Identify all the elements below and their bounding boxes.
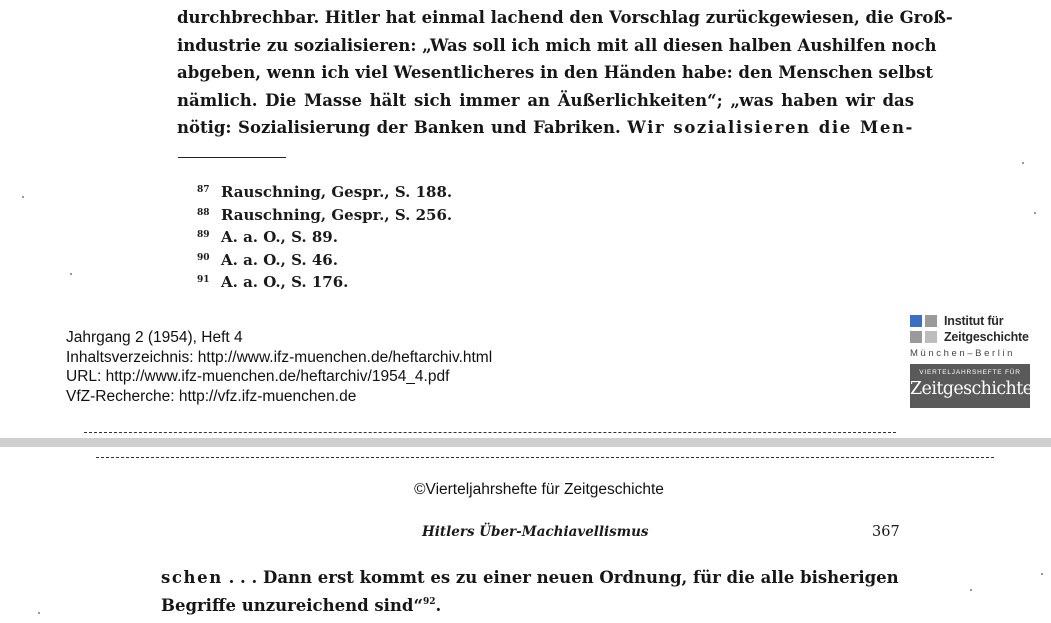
logo-series-box [910, 364, 1030, 408]
footnote-number: 91 [197, 275, 221, 285]
footnote-separator [178, 157, 286, 158]
pdf-url-link[interactable]: URL: http://www.ifz-muenchen.de/heftarchiv/1954_4.pdf [66, 367, 492, 387]
footnote [197, 273, 452, 296]
logo-square-icon [925, 315, 937, 327]
scan-speck [1041, 573, 1043, 575]
footnotes [197, 183, 452, 296]
page-edge-line [96, 457, 994, 458]
logo-series-title: Zeitgeschichte [910, 379, 1030, 399]
scan-speck [22, 196, 24, 198]
footnote-text: Rauschning, Gespr., S. 188. [221, 183, 452, 201]
scan-speck [70, 273, 72, 275]
copyright-notice: ©Vierteljahrshefte für Zeitgeschichte [0, 481, 1051, 499]
footnote-text: A. a. O., S. 89. [221, 228, 338, 246]
footnote-text: Rauschning, Gespr., S. 256. [221, 206, 452, 224]
footnote-text: A. a. O., S. 176. [221, 273, 348, 291]
footnote-number: 87 [197, 185, 221, 195]
footnote-number: 89 [197, 230, 221, 240]
scan-speck [38, 612, 40, 614]
logo-city: München–Berlin [910, 348, 1015, 359]
ifz-logo [910, 313, 1031, 408]
footnote-reference: 92 [423, 597, 436, 607]
scan-speck [970, 589, 972, 591]
issue-line: Jahrgang 2 (1954), Heft 4 [66, 328, 492, 348]
upper-page-body-text [177, 4, 914, 142]
body-line: abgeben, wenn ich viel Wesentlicheres in den Händen habe: den Menschen selbst [177, 59, 914, 87]
logo-line-1: Institut für [944, 314, 1003, 328]
body-line-text: nötig: Sozialisierung der Banken und Fabriken. [177, 118, 621, 137]
footnote-text: A. a. O., S. 46. [221, 251, 338, 269]
footnote [197, 206, 452, 229]
body-line-spaced-text: Wir sozialisieren die Men- [627, 118, 914, 137]
running-head: Hitlers Über-Machiavellismus [422, 524, 649, 540]
logo-square-icon [925, 331, 937, 343]
page-number: 367 [872, 524, 900, 540]
body-line: nämlich. Die Masse hält sich immer an Äußerlichkeiten“; „was haben wir das [177, 87, 914, 115]
footnote-number: 88 [197, 208, 221, 218]
body-line-last [177, 114, 914, 142]
contents-link[interactable]: Inhaltsverzeichnis: http://www.ifz-muenchen.de/heftarchiv.html [66, 348, 492, 368]
body-line-spaced-text: schen [161, 568, 223, 587]
logo-square-icon [910, 331, 922, 343]
page-edge-line [84, 432, 896, 433]
footnote [197, 183, 452, 206]
body-line: industrie zu sozialisieren: „Was soll ich mich mit all diesen halben Aushilfen noch [177, 32, 914, 60]
body-line: durchbrechbar. Hitler hat einmal lachend den Vorschlag zurückgewiesen, die Groß- [177, 4, 914, 32]
footnote-number: 90 [197, 253, 221, 263]
cover-info [66, 328, 492, 406]
body-line [161, 592, 898, 623]
logo-line-2: Zeitgeschichte [944, 330, 1029, 344]
lower-page-body-text [161, 564, 898, 623]
body-line-text: Begriffe unzureichend sind“ [161, 596, 423, 615]
footnote [197, 228, 452, 251]
body-line-end: . [435, 596, 441, 615]
footnote [197, 251, 452, 274]
logo-series-small: VIERTELJAHRSHEFTE FÜR [910, 369, 1030, 376]
page-separator-bar [0, 438, 1051, 447]
scan-speck [1034, 212, 1036, 214]
body-line [161, 564, 898, 592]
search-link[interactable]: VfZ-Recherche: http://vfz.ifz-muenchen.de [66, 387, 492, 407]
scan-speck [1022, 162, 1024, 164]
logo-square-icon [910, 315, 922, 327]
body-line-text: . . . Dann erst kommt es zu einer neuen Ordnung, für die alle bisherigen [223, 568, 899, 587]
